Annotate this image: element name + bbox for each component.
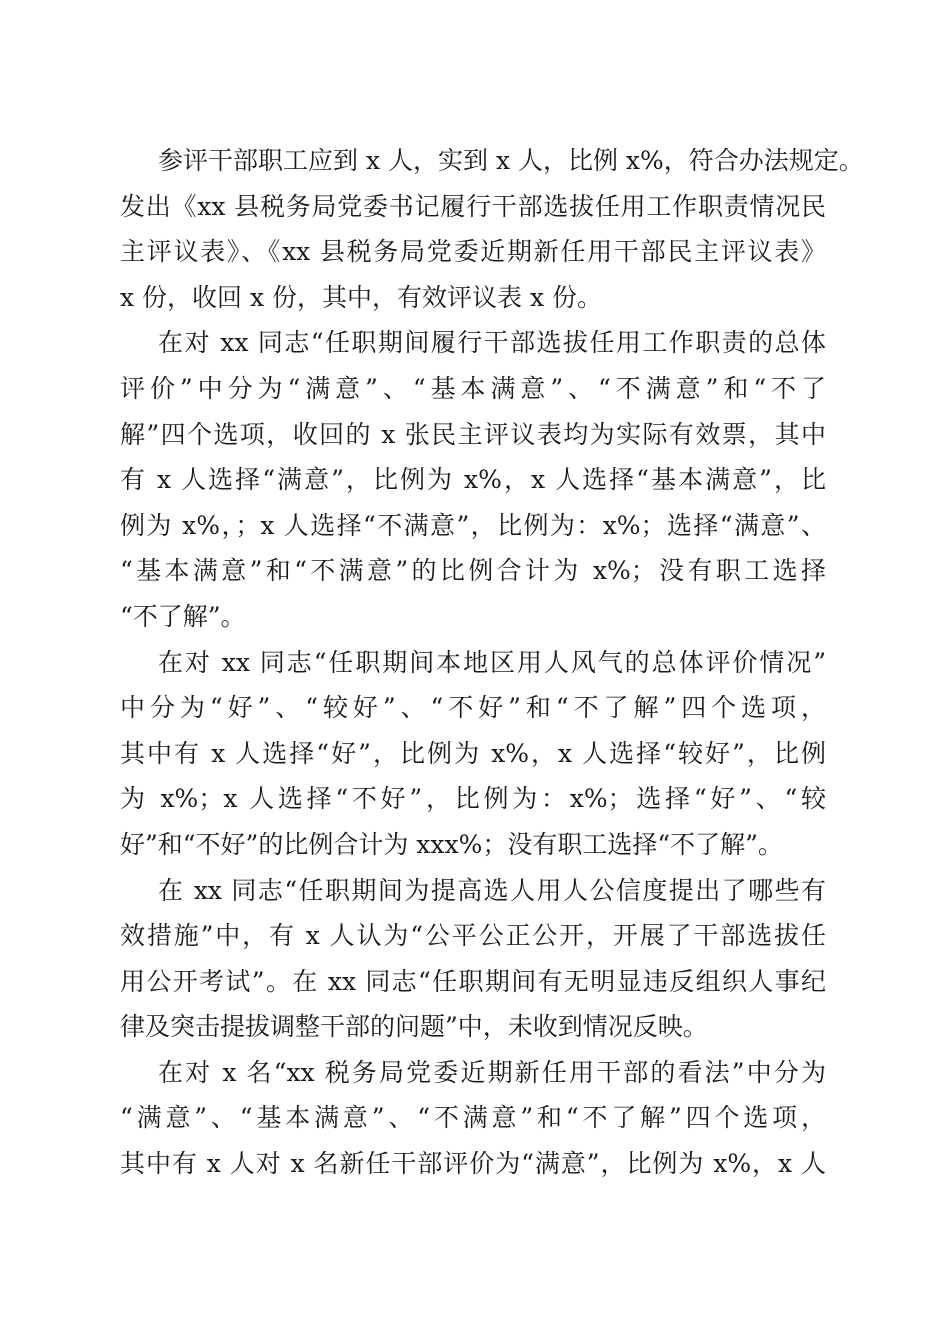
paragraph-line: x 份，收回 x 份，其中，有效评议表 x 份。 bbox=[120, 282, 603, 312]
paragraph-line: 评价”中分为“满意”、“基本满意”、“不满意”和“不了 bbox=[120, 373, 826, 403]
document-page bbox=[120, 138, 864, 1187]
paragraph-1 bbox=[120, 138, 864, 320]
paragraph-line: 在对 x 名“xx 税务局党委近期新任用干部的看法”中分为 bbox=[158, 1057, 826, 1087]
paragraph-line: 中分为“好”、“较好”、“不好”和“不了解”四个选项， bbox=[120, 693, 826, 723]
paragraph-4 bbox=[120, 868, 826, 1050]
paragraph-line: 其中有 x 人对 x 名新任干部评价为“满意”，比例为 x%，x 人 bbox=[120, 1149, 826, 1179]
paragraph-line: 在 xx 同志“任职期间为提高选人用人公信度提出了哪些有 bbox=[158, 875, 826, 905]
paragraph-line: 有 x 人选择“满意”，比例为 x%，x 人选择“基本满意”，比 bbox=[120, 465, 826, 495]
paragraph-line: 律及突击提拔调整干部的问题”中，未收到情况反映。 bbox=[120, 1012, 708, 1042]
paragraph-5 bbox=[120, 1050, 826, 1187]
paragraph-line: “满意”、“基本满意”、“不满意”和“不了解”四个选项， bbox=[120, 1103, 826, 1133]
paragraph-line: 主评议表》、《xx 县税务局党委近期新任用干部民主评议表》 bbox=[120, 237, 826, 267]
paragraph-line: 效措施”中，有 x 人认为“公平公正公开，开展了干部选拔任 bbox=[120, 921, 826, 951]
paragraph-line: 例为 x%，；x 人选择“不满意”，比例为：x%；选择“满意”、 bbox=[120, 510, 826, 540]
paragraph-line: “不了解”。 bbox=[120, 601, 246, 631]
paragraph-line: 参评干部职工应到 x 人，实到 x 人，比例 x%，符合办法规定。 bbox=[158, 146, 864, 175]
paragraph-line: 用公开考试”。在 xx 同志“任职期间有无明显违反组织人事纪 bbox=[120, 966, 826, 996]
paragraph-line: 发出《xx 县税务局党委书记履行干部选拔任用工作职责情况民 bbox=[120, 191, 826, 221]
paragraph-line: 解”四个选项，收回的 x 张民主评议表均为实际有效票，其中 bbox=[120, 419, 826, 449]
paragraph-line: “基本满意”和“不满意”的比例合计为 x%；没有职工选择 bbox=[120, 556, 826, 586]
paragraph-line: 为 x%；x 人选择“不好”，比例为：x%；选择“好”、“较 bbox=[120, 784, 826, 814]
paragraph-line: 在对 xx 同志“任职期间履行干部选拔任用工作职责的总体 bbox=[158, 328, 826, 358]
paragraph-line: 好”和“不好”的比例合计为 xxx%；没有职工选择“不了解”。 bbox=[120, 829, 783, 859]
paragraph-line: 其中有 x 人选择“好”，比例为 x%，x 人选择“较好”，比例 bbox=[120, 738, 826, 768]
paragraph-3 bbox=[120, 640, 826, 868]
paragraph-2 bbox=[120, 320, 826, 639]
paragraph-line: 在对 xx 同志“任职期间本地区用人风气的总体评价情况” bbox=[158, 647, 826, 677]
